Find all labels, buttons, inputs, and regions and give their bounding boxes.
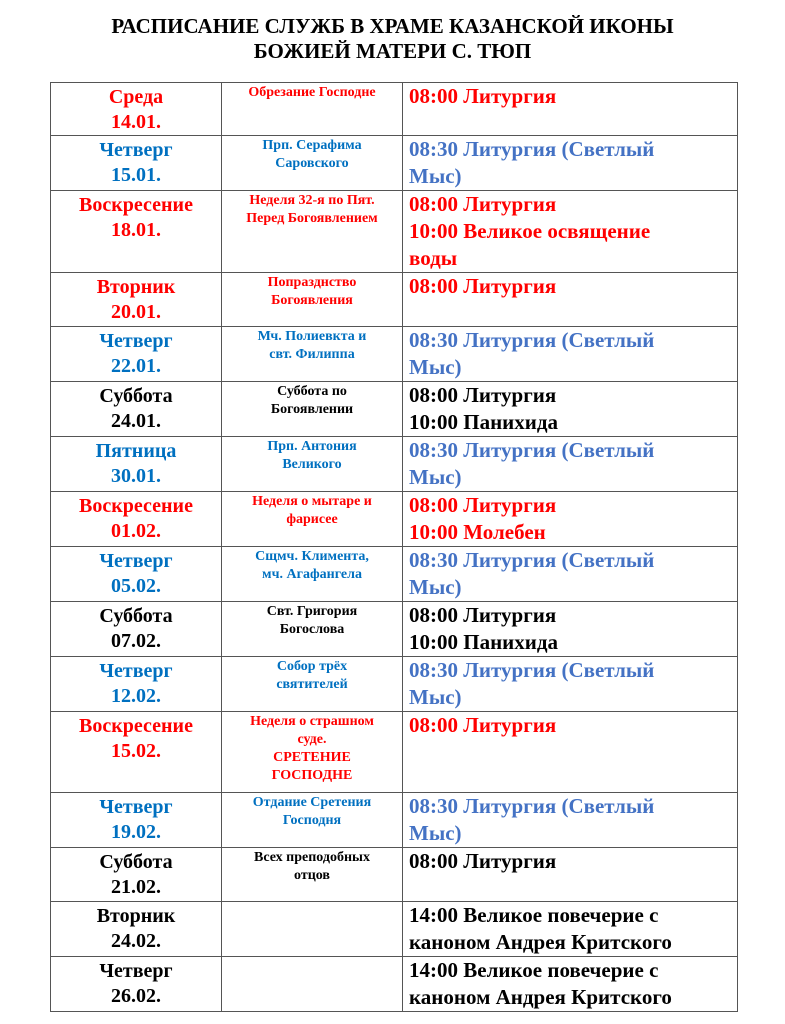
- schedule-row: [51, 602, 738, 657]
- weekday: Четверг: [99, 139, 173, 161]
- services-cell: [403, 83, 738, 136]
- service-line: 14:00 Великое повечерие с: [409, 903, 659, 927]
- service-line: Мыс): [409, 575, 462, 599]
- feast-cell: [222, 273, 403, 327]
- weekday: Вторник: [96, 276, 176, 298]
- feast-line: Богослова: [279, 622, 345, 637]
- feast-cell: [222, 793, 403, 848]
- schedule-row: [51, 136, 738, 191]
- day-cell: [51, 136, 222, 191]
- schedule-row: [51, 492, 738, 547]
- services-cell: [403, 793, 738, 848]
- services-cell: [403, 492, 738, 547]
- service-line: Мыс): [409, 465, 462, 489]
- services-cell: [403, 712, 738, 793]
- feast-line: Отдание Сретения: [252, 795, 372, 810]
- feast-line: Великого: [282, 457, 342, 472]
- schedule-row: [51, 547, 738, 602]
- title-line-2: БОЖИЕЙ МАТЕРИ С. ТЮП: [253, 39, 532, 63]
- date: 21.02.: [111, 876, 161, 898]
- date: 24.01.: [111, 410, 161, 432]
- feast-line: ГОСПОДНЕ: [271, 768, 353, 783]
- schedule-row: [51, 902, 738, 957]
- date: 14.01.: [111, 111, 161, 133]
- feast-cell: [222, 602, 403, 657]
- service-line: каноном Андрея Критского: [409, 930, 672, 954]
- schedule-row: [51, 712, 738, 793]
- feast-line: свт. Филиппа: [269, 347, 355, 362]
- weekday: Вторник: [96, 905, 176, 927]
- feast-line: Собор трёх: [276, 659, 348, 674]
- schedule-row: [51, 657, 738, 712]
- date: 20.01.: [111, 301, 161, 323]
- service-line: 08:00 Литургия: [409, 493, 557, 517]
- day-cell: [51, 793, 222, 848]
- service-line: Мыс): [409, 355, 462, 379]
- service-line: 08:00 Литургия: [409, 603, 557, 627]
- services-cell: [403, 382, 738, 437]
- feast-cell: [222, 437, 403, 492]
- feast-line: Прп. Серафима: [262, 138, 362, 153]
- schedule-row: [51, 848, 738, 902]
- weekday: Четверг: [99, 796, 173, 818]
- day-cell: [51, 848, 222, 902]
- feast-cell: [222, 83, 403, 136]
- services-cell: [403, 602, 738, 657]
- weekday: Воскресение: [79, 715, 193, 737]
- feast-cell: [222, 848, 403, 902]
- feast-line: Господня: [282, 813, 342, 828]
- feast-line: Перед Богоявлением: [246, 211, 378, 226]
- day-cell: [51, 902, 222, 957]
- title-line-1: РАСПИСАНИЕ СЛУЖБ В ХРАМЕ КАЗАНСКОЙ ИКОНЫ: [111, 14, 674, 38]
- weekday: Четверг: [99, 960, 173, 982]
- service-line: 08:30 Литургия (Светлый: [409, 137, 655, 161]
- feast-line: СРЕТЕНИЕ: [273, 750, 351, 765]
- schedule-row: [51, 273, 738, 327]
- date: 18.01.: [111, 219, 161, 241]
- service-line: 08:00 Литургия: [409, 713, 557, 737]
- date: 15.01.: [111, 164, 161, 186]
- service-line: 08:00 Литургия: [409, 383, 557, 407]
- day-cell: [51, 382, 222, 437]
- date: 22.01.: [111, 355, 161, 377]
- feast-cell: [222, 492, 403, 547]
- service-line: 10:00 Молебен: [409, 520, 546, 544]
- schedule-row: [51, 83, 738, 136]
- date: 26.02.: [111, 985, 161, 1007]
- weekday: Четверг: [99, 330, 173, 352]
- feast-line: Всех преподобных: [254, 850, 370, 865]
- weekday: Четверг: [99, 660, 173, 682]
- services-cell: [403, 136, 738, 191]
- date: 30.01.: [111, 465, 161, 487]
- feast-line: отцов: [294, 868, 330, 883]
- services-cell: [403, 273, 738, 327]
- weekday: Среда: [108, 86, 164, 108]
- service-line: 08:30 Литургия (Светлый: [409, 438, 655, 462]
- feast-cell: [222, 902, 403, 957]
- day-cell: [51, 327, 222, 382]
- service-line: 08:00 Литургия: [409, 274, 557, 298]
- weekday: Суббота: [99, 385, 173, 407]
- services-cell: [403, 657, 738, 712]
- feast-line: Мч. Полиевкта и: [257, 329, 367, 344]
- feast-line: Обрезание Господне: [248, 85, 376, 100]
- feast-line: Суббота по: [277, 384, 347, 399]
- service-line: воды: [409, 246, 458, 270]
- feast-line: Попразднство: [267, 275, 357, 290]
- services-cell: [403, 327, 738, 382]
- feast-line: Прп. Антония: [267, 439, 357, 454]
- schedule-row: [51, 327, 738, 382]
- date: 24.02.: [111, 930, 161, 952]
- service-line: 08:00 Литургия: [409, 849, 557, 873]
- day-cell: [51, 273, 222, 327]
- day-cell: [51, 191, 222, 273]
- feast-cell: [222, 136, 403, 191]
- service-line: 10:00 Панихида: [409, 630, 558, 654]
- weekday: Пятница: [95, 440, 177, 462]
- feast-line: святителей: [276, 677, 348, 692]
- service-line: 14:00 Великое повечерие с: [409, 958, 659, 982]
- day-cell: [51, 492, 222, 547]
- feast-line: Богоявлении: [270, 402, 354, 417]
- date: 15.02.: [111, 740, 161, 762]
- feast-line: Богоявления: [271, 293, 353, 308]
- schedule-table: [50, 82, 738, 1012]
- date: 01.02.: [111, 520, 161, 542]
- schedule-row: [51, 382, 738, 437]
- service-line: 08:30 Литургия (Светлый: [409, 328, 655, 352]
- schedule-row: [51, 437, 738, 492]
- feast-line: Саровского: [275, 156, 349, 171]
- date: 12.02.: [111, 685, 161, 707]
- feast-cell: [222, 712, 403, 793]
- date: 07.02.: [111, 630, 161, 652]
- day-cell: [51, 602, 222, 657]
- service-line: Мыс): [409, 685, 462, 709]
- feast-line: Неделя о мытаре и: [252, 494, 372, 509]
- date: 19.02.: [111, 821, 161, 843]
- feast-line: Свт. Григория: [266, 604, 358, 619]
- weekday: Воскресение: [79, 194, 193, 216]
- day-cell: [51, 712, 222, 793]
- service-line: 08:30 Литургия (Светлый: [409, 658, 655, 682]
- day-cell: [51, 657, 222, 712]
- schedule-row: [51, 191, 738, 273]
- feast-cell: [222, 547, 403, 602]
- services-cell: [403, 902, 738, 957]
- schedule-row: [51, 957, 738, 1012]
- service-line: 10:00 Великое освящение: [409, 219, 651, 243]
- day-cell: [51, 957, 222, 1012]
- weekday: Воскресение: [79, 495, 193, 517]
- feast-cell: [222, 657, 403, 712]
- day-cell: [51, 437, 222, 492]
- date: 05.02.: [111, 575, 161, 597]
- schedule-row: [51, 793, 738, 848]
- feast-cell: [222, 327, 403, 382]
- feast-line: мч. Агафангела: [262, 567, 362, 582]
- service-line: 08:00 Литургия: [409, 84, 557, 108]
- service-line: 08:30 Литургия (Светлый: [409, 794, 655, 818]
- feast-cell: [222, 191, 403, 273]
- service-line: каноном Андрея Критского: [409, 985, 672, 1009]
- feast-cell: [222, 382, 403, 437]
- service-line: 10:00 Панихида: [409, 410, 558, 434]
- weekday: Четверг: [99, 550, 173, 572]
- page-title: [0, 14, 785, 64]
- service-line: Мыс): [409, 164, 462, 188]
- services-cell: [403, 437, 738, 492]
- day-cell: [51, 83, 222, 136]
- services-cell: [403, 191, 738, 273]
- services-cell: [403, 957, 738, 1012]
- feast-line: Сщмч. Климента,: [255, 549, 369, 564]
- services-cell: [403, 547, 738, 602]
- feast-line: Неделя 32-я по Пят.: [249, 193, 375, 208]
- service-line: Мыс): [409, 821, 462, 845]
- feast-line: фарисее: [286, 512, 338, 527]
- feast-line: суде.: [297, 732, 327, 747]
- day-cell: [51, 547, 222, 602]
- weekday: Суббота: [99, 851, 173, 873]
- service-line: 08:00 Литургия: [409, 192, 557, 216]
- services-cell: [403, 848, 738, 902]
- weekday: Суббота: [99, 605, 173, 627]
- feast-cell: [222, 957, 403, 1012]
- feast-line: Неделя о страшном: [250, 714, 374, 729]
- service-line: 08:30 Литургия (Светлый: [409, 548, 655, 572]
